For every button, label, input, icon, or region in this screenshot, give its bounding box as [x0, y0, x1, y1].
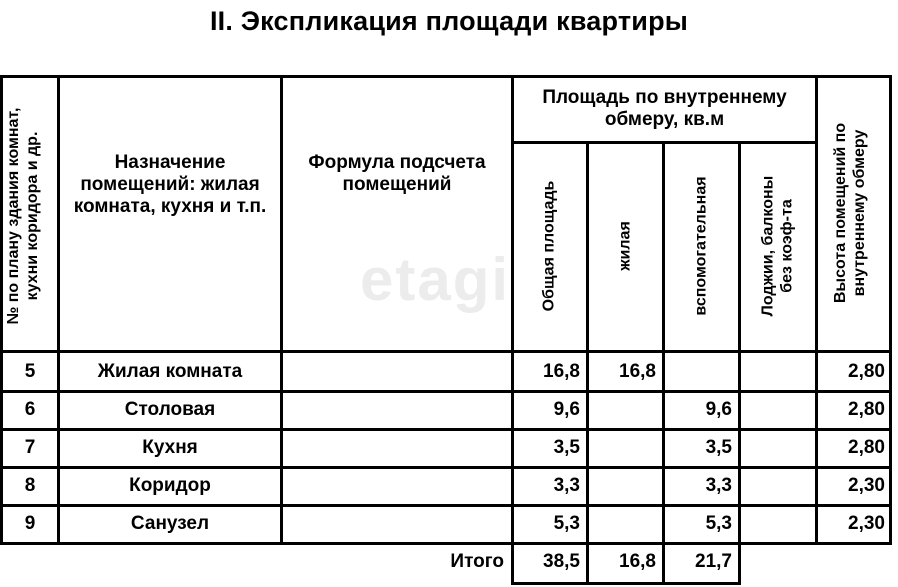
header-aux-area: вспомогательная [692, 176, 710, 316]
header-loggia: Лоджии, балконы без коэф-та [759, 175, 796, 317]
row-height: 2,80 [848, 399, 885, 420]
row-height: 2,30 [848, 475, 885, 496]
row-total: 3,3 [553, 475, 580, 496]
row-num: 5 [24, 361, 36, 382]
row-name: Санузел [130, 513, 210, 534]
row-line-1 [0, 390, 892, 393]
totals-label: Итого [450, 551, 504, 572]
header-purpose: Назначение помещений: жилая комната, кухня и т.п. [73, 152, 267, 217]
row-height: 2,80 [848, 437, 885, 458]
totals-bottom-line [511, 582, 741, 585]
row-num: 7 [24, 437, 36, 458]
col-line-formula [511, 75, 514, 585]
row-living: 16,8 [619, 361, 656, 382]
col-line-aux [738, 141, 741, 585]
row-aux: 3,3 [705, 475, 732, 496]
col-line-right [889, 75, 892, 545]
row-line-4 [0, 504, 892, 507]
row-total: 9,6 [553, 399, 580, 420]
header-area-group: Площадь по внутреннему обмеру, кв.м [542, 87, 787, 130]
page-title: II. Экспликация площади квартиры [209, 6, 689, 36]
totals-living: 16,8 [619, 551, 656, 572]
row-total: 5,3 [553, 513, 580, 534]
row-line-2 [0, 428, 892, 431]
header-height: Высота помещений по внутреннему обмеру [832, 122, 868, 304]
row-aux: 3,5 [705, 437, 732, 458]
header-bottom-line [0, 350, 892, 353]
row-name: Коридор [129, 475, 211, 496]
header-formula: Формула подсчета помещений [308, 152, 486, 195]
row-height: 2,30 [848, 513, 885, 534]
row-num: 8 [24, 475, 36, 496]
row-aux: 5,3 [705, 513, 732, 534]
watermark: etagi [360, 246, 511, 313]
totals-aux: 21,7 [695, 551, 732, 572]
col-line-purpose [280, 75, 283, 545]
row-total: 3,5 [553, 437, 580, 458]
row-num: 6 [24, 399, 36, 420]
header-living-area: жилая [616, 221, 634, 271]
row-name: Столовая [124, 399, 216, 420]
row-height: 2,80 [848, 361, 885, 382]
row-aux: 9,6 [705, 399, 732, 420]
table-border-top [0, 75, 892, 78]
totals-total: 38,5 [543, 551, 580, 572]
row-line-5 [0, 542, 892, 545]
row-line-3 [0, 466, 892, 469]
row-num: 9 [24, 513, 36, 534]
row-total: 16,8 [543, 361, 580, 382]
row-name: Жилая комната [97, 361, 243, 382]
row-name: Кухня [142, 437, 198, 458]
header-num: № по плану здания комнат, кухни коридора и др. [5, 107, 41, 325]
header-total-area: Общая площадь [540, 180, 558, 312]
